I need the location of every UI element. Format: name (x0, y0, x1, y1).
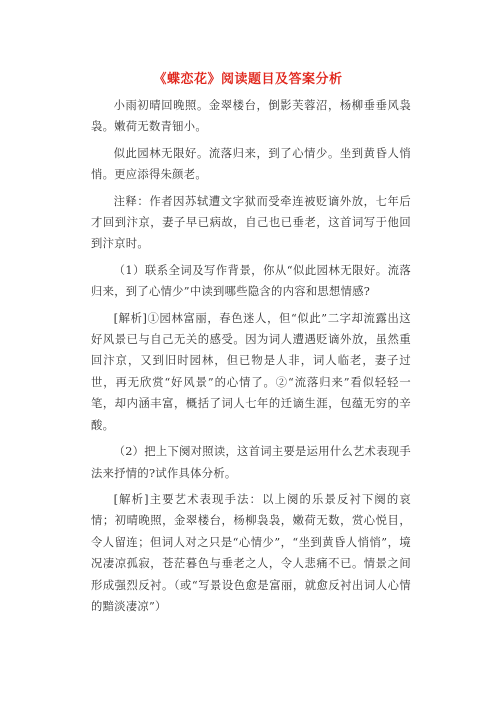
poem-stanza-1: 小雨初晴回晚照。金翠楼台，倒影芙蓉沼，杨柳垂垂风袅袅。嫩荷无数青钿小。 (91, 99, 411, 134)
annotation-paragraph: 注释：作者因苏轼遭文字狱而受牵连被贬谪外放，七年后才回到汴京，妻子早已病故，自己也已垂老，这首词写于他回到汴京时。 (91, 194, 411, 251)
question-1: （1）联系全词及写作背景，你从“似此园林无限好。流落归来，到了心情少”中读到哪些隐含的内容和思想情感? (91, 263, 411, 299)
document-title: 《蝶恋花》阅读题目及答案分析 (153, 72, 343, 87)
poem-stanza-2: 似此园林无限好。流落归来，到了心情少。坐到黄昏人悄悄。更应添得朱颜老。 (91, 146, 411, 182)
answer-1-analysis: [解析]①园林富丽，春色迷人，但“似此”二字却流露出这好风景已与自己无关的感受。因为词人遭遇贬谪外放，虽然重回汴京，又到旧时园林，但已物是人非，词人临老，妻子过世，再无欣赏“好风景”的心情了。②“流落归来”看似轻轻一笔，却内涵丰富，概括了词人七年的迁谪生涯，包蕴无穷的辛酸。 (91, 311, 411, 432)
answer-2-analysis: [解析]主要艺术表现手法：以上阕的乐景反衬下阕的哀情；初晴晚照，金翠楼台，杨柳袅袅，嫩荷无数，赏心悦目，令人留连；但词人对之只是“心情少”，“坐到黄昏人悄悄”，境况凄凉孤寂，苍茫暮色与垂老之人，令人悲痛不已。情景之间形成强烈反衬。（或“写景设色愈是富丽，就愈反衬出词人心情的黯淡凄凉”） (91, 492, 411, 613)
question-2: （2）把上下阕对照读，这首词主要是运用什么艺术表现手法来抒情的?试作具体分析。 (91, 445, 412, 480)
document-body (91, 95, 411, 617)
